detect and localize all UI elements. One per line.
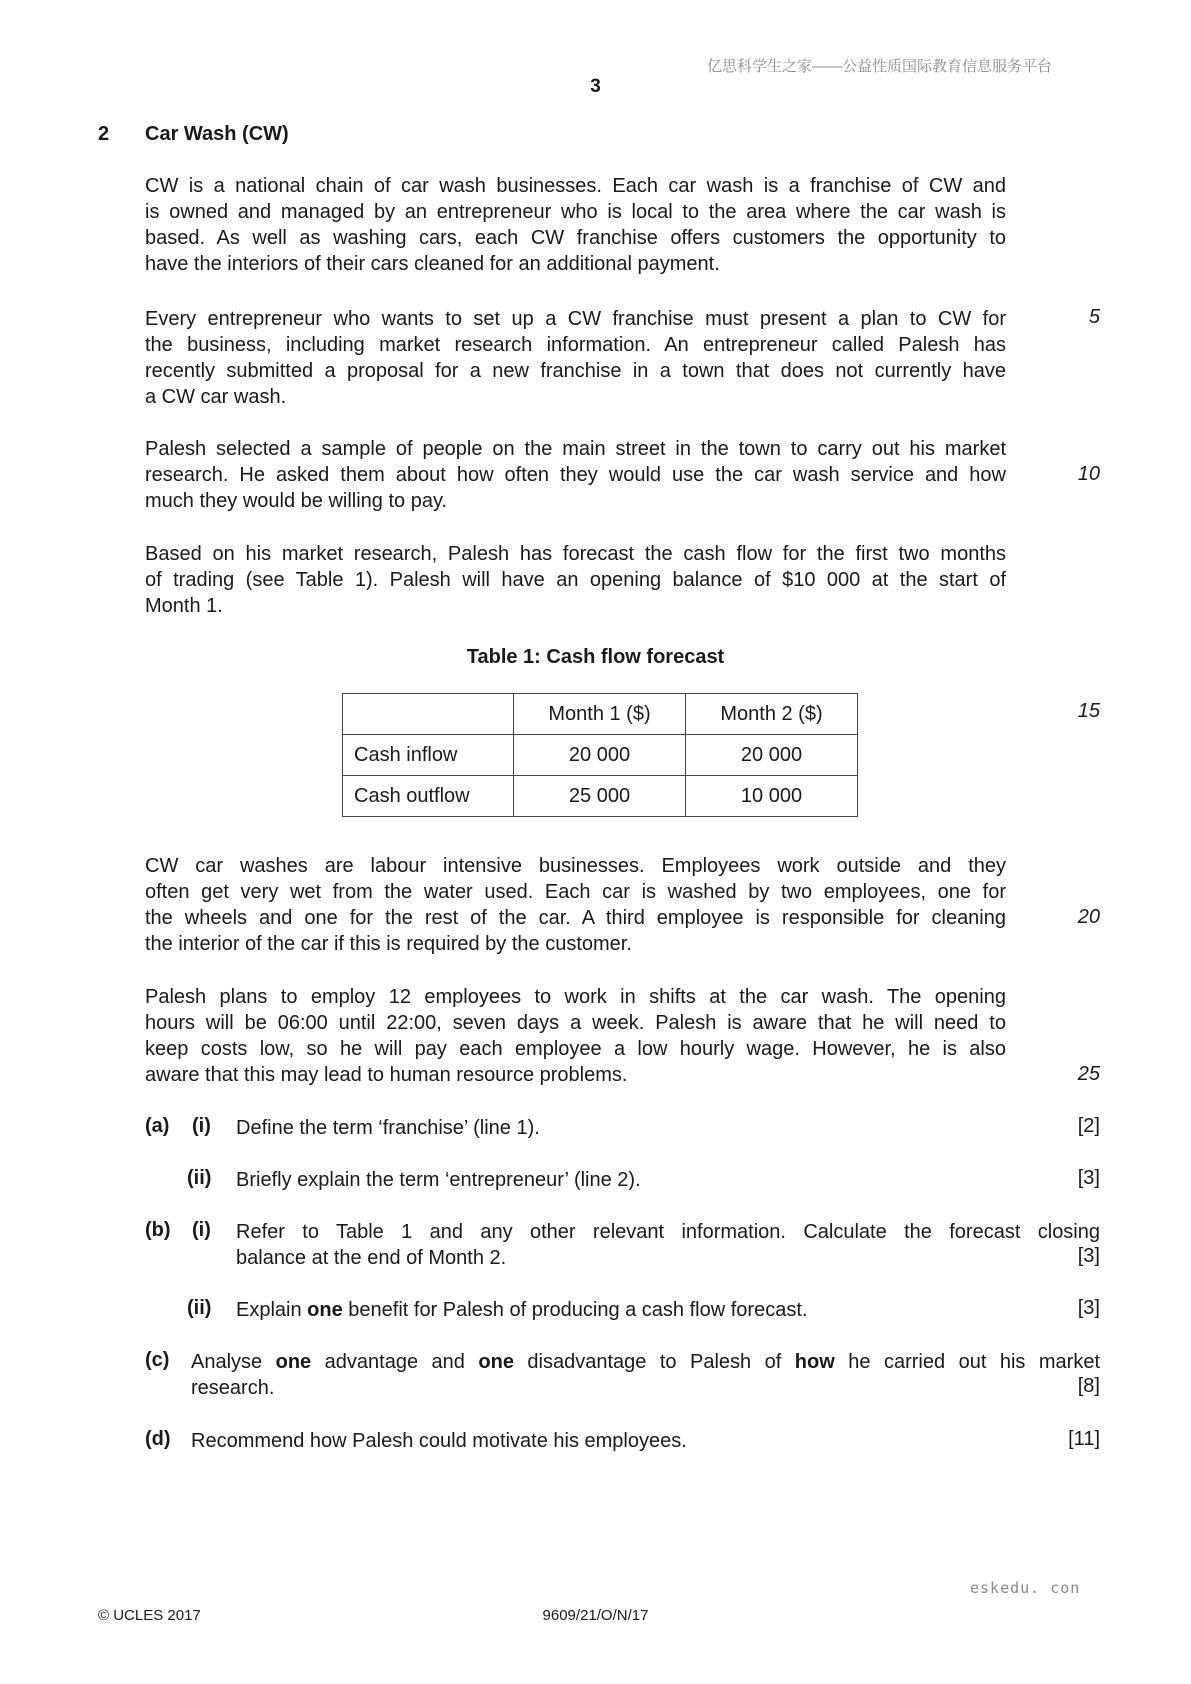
table-cell: Cash inflow [343, 735, 514, 776]
text-line: much they would be willing to pay. [145, 490, 448, 512]
text-line: Month 1. [145, 595, 223, 617]
text-segment: Explain [236, 1299, 308, 1321]
emphasis: how [794, 1351, 835, 1373]
part-a-i-label: (i) [192, 1115, 211, 1137]
table-header-cell: Month 1 ($) [514, 694, 686, 735]
emphasis: one [478, 1351, 514, 1373]
text-line [191, 1349, 1100, 1375]
line-number: 5 [1088, 306, 1100, 328]
text-line: of trading (see Table 1). Palesh will have an opening balance of $10 000 at the start of [145, 569, 1006, 591]
part-c-text [191, 1349, 1100, 1401]
text-line: CW is a national chain of car wash businesses. Each car wash is a franchise of CW and [145, 175, 1006, 197]
text-line: research. He asked them about how often they would use the car wash service and how [145, 464, 1006, 486]
part-c-marks: [8] [1077, 1375, 1100, 1397]
page-number: 3 [590, 76, 601, 97]
part-a-ii-marks: [3] [1077, 1167, 1100, 1189]
text-line: recently submitted a proposal for a new franchise in a town that does not currently have [145, 360, 1006, 382]
paragraph-labour [145, 853, 1006, 957]
text-line: Every entrepreneur who wants to set up a CW franchise must present a plan to CW for [145, 308, 1006, 330]
emphasis: one [307, 1299, 343, 1321]
emphasis: one [275, 1351, 312, 1373]
text-segment: disadvantage to Palesh of [513, 1351, 795, 1373]
part-b-i-label: (i) [192, 1219, 211, 1241]
part-b-i-marks: [3] [1077, 1245, 1100, 1267]
line-number: 10 [1077, 463, 1100, 485]
text-line: the interior of the car if this is required by the customer. [145, 933, 632, 955]
part-b-label: (b) [145, 1219, 171, 1241]
part-d-text: Recommend how Palesh could motivate his employees. [191, 1430, 687, 1452]
footer-watermark: eskedu. con [970, 1579, 1081, 1597]
text-line: a CW car wash. [145, 386, 287, 408]
table-header-row [343, 694, 858, 735]
table-cell: 20 000 [686, 735, 858, 776]
text-line: Based on his market research, Palesh has forecast the cash flow for the first two months [145, 543, 1006, 565]
text-line: Refer to Table 1 and any other relevant information. Calculate the forecast closing [236, 1221, 1100, 1243]
table-row [343, 776, 858, 817]
table-cell: Cash outflow [343, 776, 514, 817]
text-segment: Analyse [191, 1351, 276, 1373]
paper-code: 9609/21/O/N/17 [542, 1607, 649, 1624]
text-line: Palesh plans to employ 12 employees to work in shifts at the car wash. The opening [145, 986, 1006, 1008]
line-number: 15 [1077, 700, 1100, 722]
part-d-marks: [11] [1068, 1428, 1100, 1450]
text-line: balance at the end of Month 2. [236, 1247, 507, 1269]
part-b-ii-text [236, 1297, 807, 1323]
part-d-label: (d) [145, 1428, 171, 1450]
part-b-ii-marks: [3] [1077, 1297, 1100, 1319]
text-line: is owned and managed by an entrepreneur who is local to the area where the car wash is [145, 201, 1006, 223]
text-line: have the interiors of their cars cleaned for an additional payment. [145, 253, 720, 275]
part-a-label: (a) [145, 1115, 170, 1137]
question-title: Car Wash (CW) [145, 123, 289, 145]
text-line: CW car washes are labour intensive businesses. Employees work outside and they [145, 855, 1006, 877]
paragraph-intro [145, 173, 1006, 277]
text-line: based. As well as washing cars, each CW franchise offers customers the opportunity to [145, 227, 1006, 249]
part-a-i-marks: [2] [1077, 1115, 1100, 1137]
table-title: Table 1: Cash flow forecast [466, 646, 725, 668]
table-cell: 20 000 [514, 735, 686, 776]
part-b-i-text [236, 1219, 1100, 1271]
part-a-ii-label: (ii) [187, 1167, 212, 1189]
paragraph-employees [145, 984, 1006, 1088]
part-c-label: (c) [145, 1349, 170, 1371]
text-line: research. [191, 1377, 275, 1399]
cash-flow-table [342, 693, 858, 817]
text-line: the wheels and one for the rest of the car. A third employee is responsible for cleaning [145, 907, 1006, 929]
paragraph-franchise-plan [145, 306, 1006, 410]
paragraph-market-research [145, 436, 1006, 514]
text-line: Palesh selected a sample of people on the main street in the town to carry out his market [145, 438, 1006, 460]
copyright: © UCLES 2017 [98, 1607, 201, 1624]
text-line: often get very wet from the water used. Each car is washed by two employees, one for [145, 881, 1006, 903]
part-b-ii-label: (ii) [187, 1297, 212, 1319]
text-line: the business, including market research information. An entrepreneur called Palesh has [145, 334, 1006, 356]
text-segment: advantage and [311, 1351, 479, 1373]
line-number: 20 [1077, 906, 1100, 928]
table-header-cell: Month 2 ($) [686, 694, 858, 735]
table-row [343, 735, 858, 776]
text-segment: he carried out his market [834, 1351, 1101, 1373]
text-line: keep costs low, so he will pay each employee a low hourly wage. However, he is also [145, 1038, 1006, 1060]
paragraph-cash-flow [145, 541, 1006, 619]
text-segment: benefit for Palesh of producing a cash flow forecast. [342, 1299, 808, 1321]
table-cell: 25 000 [514, 776, 686, 817]
header-watermark: 亿思科学生之家——公益性质国际教育信息服务平台 [706, 58, 1052, 75]
question-number: 2 [98, 123, 110, 145]
table-cell: 10 000 [686, 776, 858, 817]
table-header-cell [343, 694, 514, 735]
part-a-i-text: Define the term ‘franchise’ (line 1). [236, 1117, 540, 1139]
part-a-ii-text: Briefly explain the term ‘entrepreneur’ (line 2). [236, 1169, 641, 1191]
text-line: aware that this may lead to human resource problems. [145, 1064, 628, 1086]
text-line: hours will be 06:00 until 22:00, seven days a week. Palesh is aware that he will need to [145, 1012, 1006, 1034]
line-number: 25 [1077, 1063, 1100, 1085]
